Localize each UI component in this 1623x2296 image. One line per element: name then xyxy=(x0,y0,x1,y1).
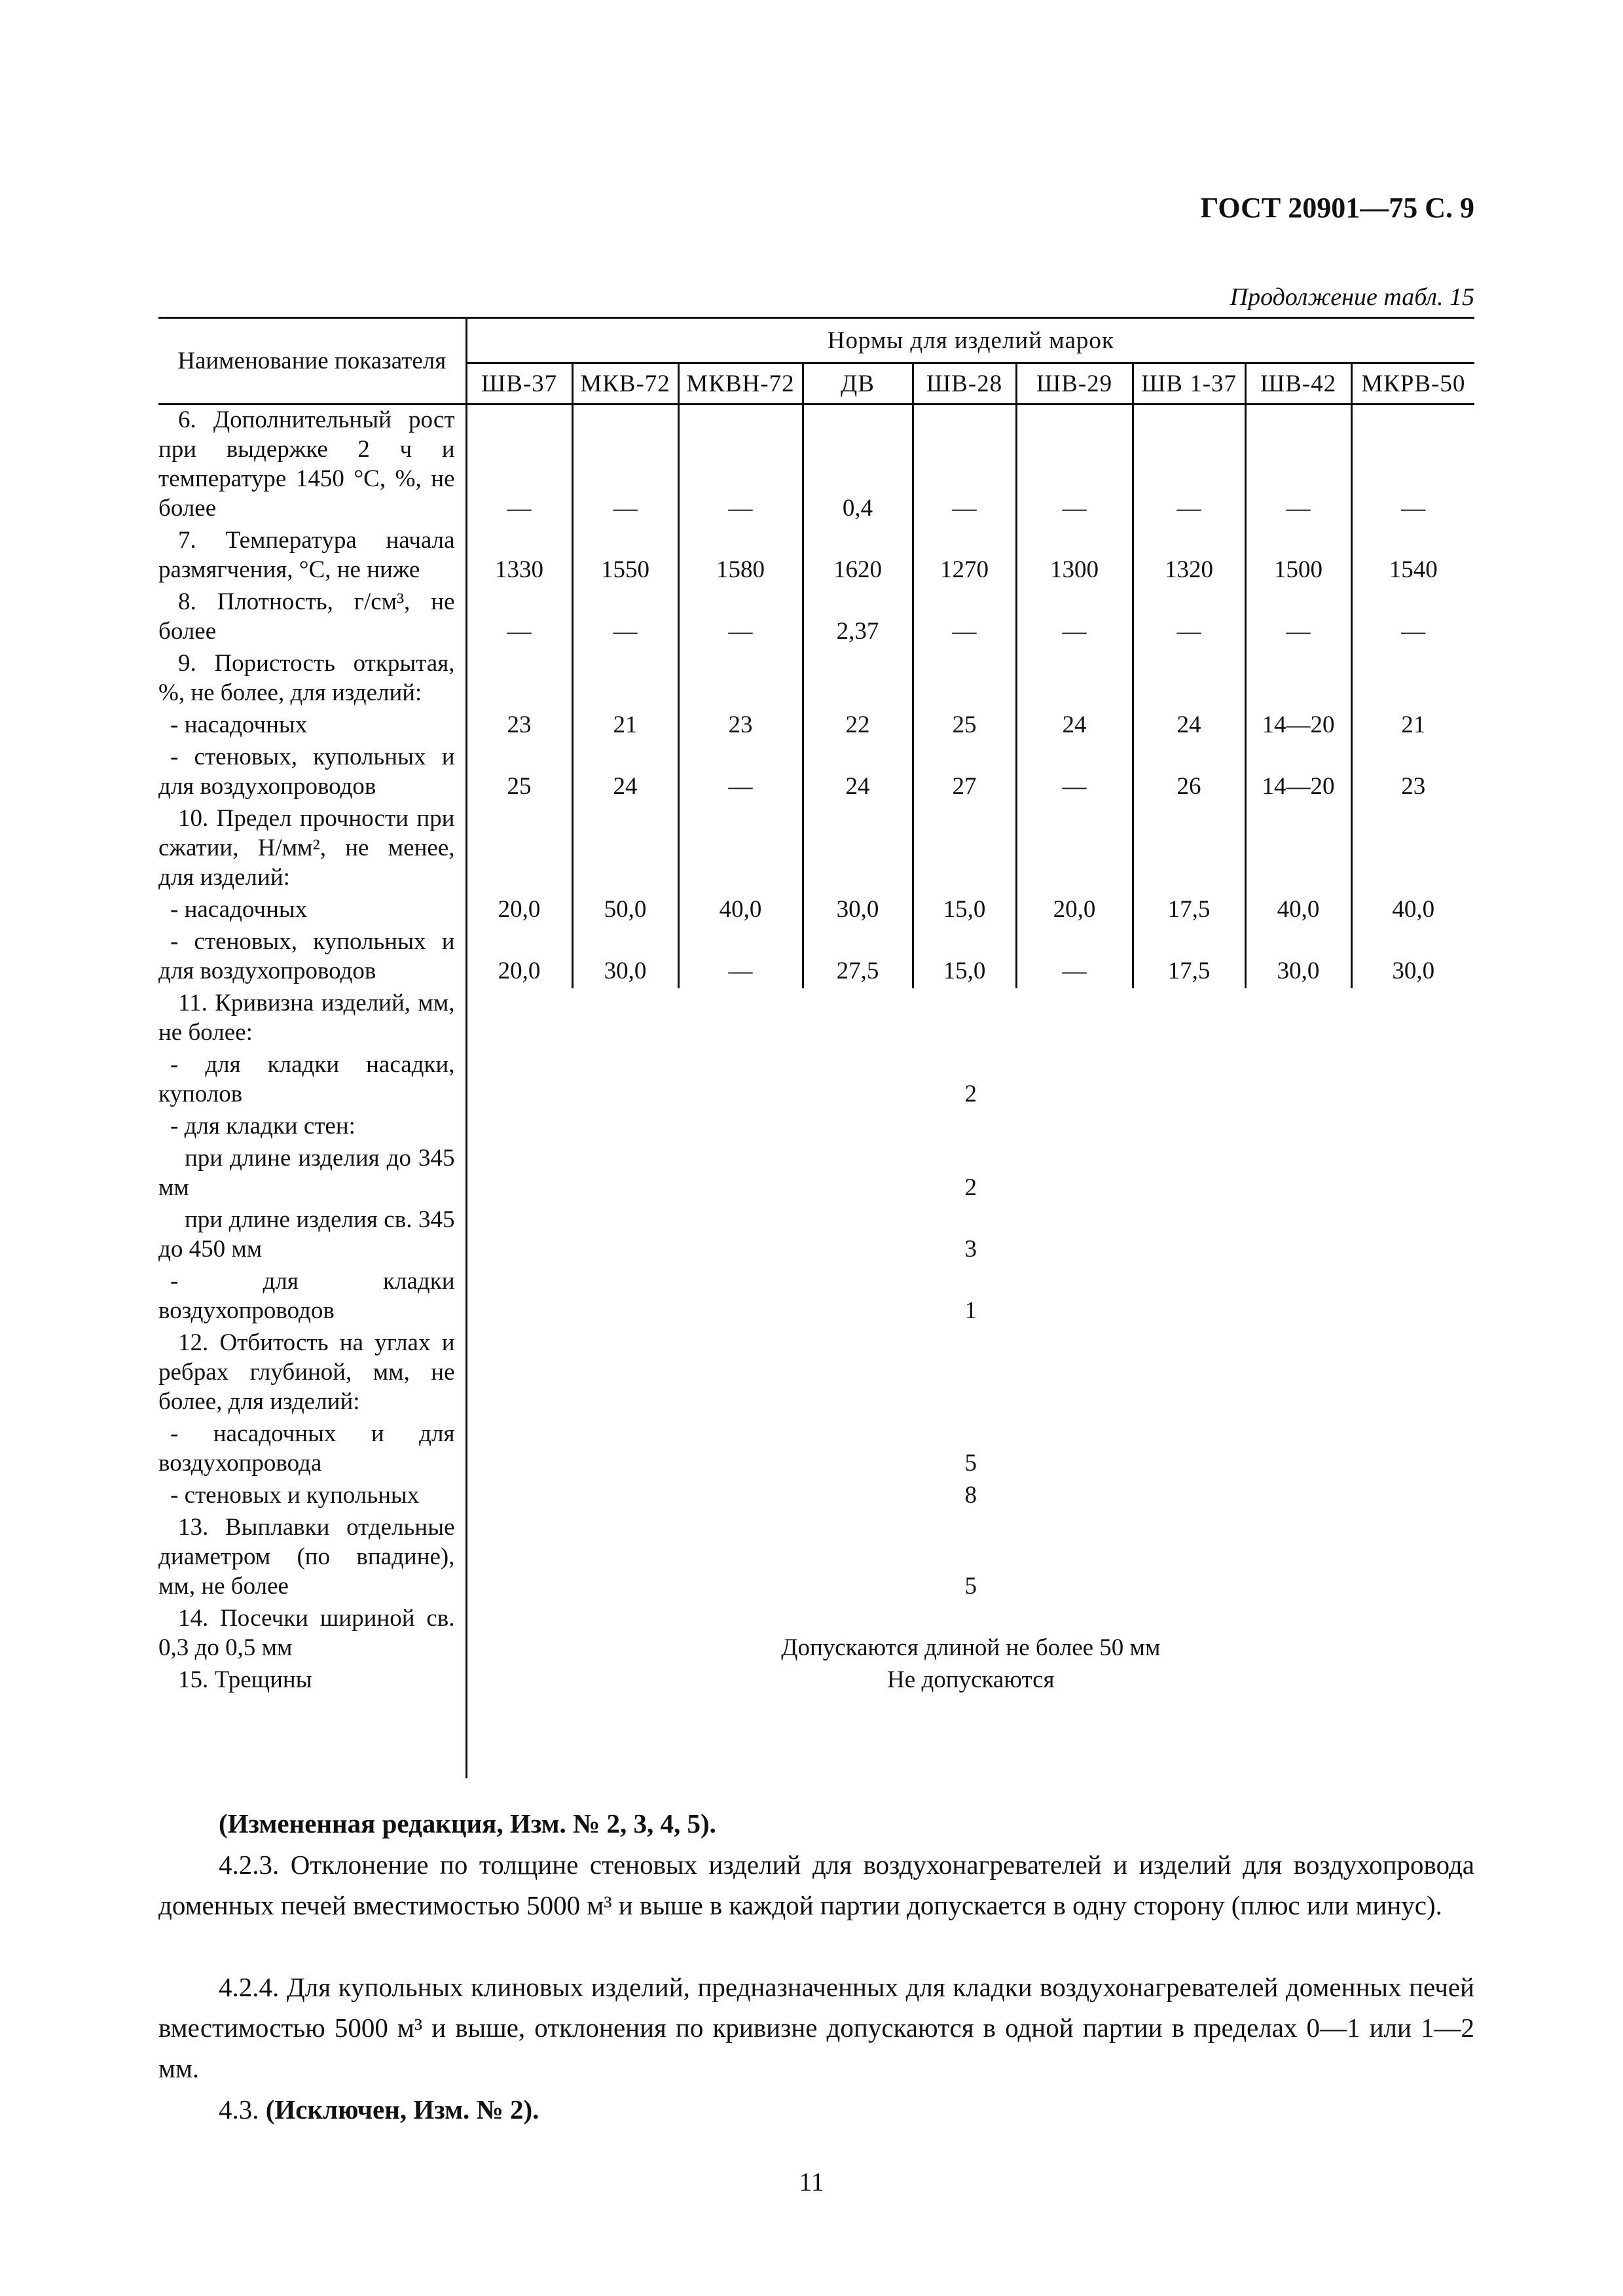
table-cell: — xyxy=(1245,587,1351,649)
table-cell: 1580 xyxy=(678,526,803,587)
table-cell: — xyxy=(466,587,572,649)
table-row xyxy=(158,988,1474,1050)
norms-group-header: Нормы для изделий марок xyxy=(466,318,1474,363)
table-cell: — xyxy=(678,587,803,649)
table-cell xyxy=(1351,649,1474,710)
spacer-cell xyxy=(466,1697,1474,1778)
table-cell: 20,0 xyxy=(466,927,572,988)
page-number: 11 xyxy=(799,2167,824,2197)
table-cell xyxy=(1133,649,1245,710)
table-cell: 40,0 xyxy=(678,895,803,927)
table-cell: 1620 xyxy=(803,526,913,587)
indicator-name: - для кладки стен: xyxy=(170,1113,356,1139)
column-header: ШВ-37 xyxy=(466,363,572,404)
column-header: ШВ 1-37 xyxy=(1133,363,1245,404)
table-cell: — xyxy=(913,587,1016,649)
table-cell: 1320 xyxy=(1133,526,1245,587)
merged-norm-cell: 2 xyxy=(964,1174,977,1201)
norms-table xyxy=(158,317,1474,1778)
indicator-name: - насадочных и для воздухопровода xyxy=(158,1420,455,1477)
revision-note xyxy=(158,1803,1474,1844)
indicator-name: 12. Отбитость на углах и ребрах глубиной, мм, не более, для изделий: xyxy=(158,1329,455,1415)
indicator-name: 6. Дополнительный рост при выдержке 2 ч и температуре 1450 °С, %, не более xyxy=(158,406,455,522)
table-cell: — xyxy=(466,404,572,526)
table-cell: 27 xyxy=(913,742,1016,804)
indicator-name: 15. Трещины xyxy=(178,1666,312,1693)
table-cell xyxy=(803,649,913,710)
table-cell: — xyxy=(1351,587,1474,649)
table-cell: — xyxy=(572,404,678,526)
table-row xyxy=(158,895,1474,927)
table-row xyxy=(158,1050,1474,1111)
table-cell xyxy=(678,649,803,710)
table-cell: — xyxy=(1016,927,1133,988)
merged-norm-cell xyxy=(466,1328,1474,1419)
indicator-name: - для кладки воздухопроводов xyxy=(158,1268,455,1324)
name-column-header: Наименование показателя xyxy=(158,318,466,404)
indicator-name: 9. Пористость открытая, %, не более, для изделий: xyxy=(158,650,455,706)
table-row xyxy=(158,649,1474,710)
table-cell: 23 xyxy=(678,710,803,742)
table-row xyxy=(158,927,1474,988)
table-row xyxy=(158,1419,1474,1480)
table-cell: 21 xyxy=(572,710,678,742)
table-cell: 25 xyxy=(466,742,572,804)
table-cell xyxy=(913,649,1016,710)
table-cell: 14—20 xyxy=(1245,710,1351,742)
table-cell xyxy=(803,804,913,895)
table-cell xyxy=(1016,804,1133,895)
table-cell: — xyxy=(678,742,803,804)
table-row xyxy=(158,404,1474,526)
table-cell xyxy=(913,804,1016,895)
table-row xyxy=(158,1604,1474,1665)
table-cell: 2,37 xyxy=(803,587,913,649)
table-cell: 30,0 xyxy=(1351,927,1474,988)
merged-norm-cell xyxy=(466,988,1474,1050)
norms-table-body xyxy=(158,404,1474,1779)
table-cell: — xyxy=(1016,404,1133,526)
table-row xyxy=(158,526,1474,587)
indicator-name: 13. Выплавки отдельные диаметром (по впадине), мм, не более xyxy=(158,1514,455,1600)
table-cell xyxy=(1245,804,1351,895)
table-cell: 23 xyxy=(1351,742,1474,804)
table-cell: — xyxy=(1133,404,1245,526)
table-cell: 0,4 xyxy=(803,404,913,526)
table-cell xyxy=(572,649,678,710)
table-row xyxy=(158,742,1474,804)
spacer-cell xyxy=(158,1697,466,1778)
table-caption: Продолжение табл. 15 xyxy=(1230,283,1474,311)
table-row xyxy=(158,587,1474,649)
table-cell: 27,5 xyxy=(803,927,913,988)
table-cell: 1300 xyxy=(1016,526,1133,587)
paragraph-4-2-3: 4.2.3. Отклонение по толщине стеновых изделий для воздухонагревателей и изделий для воздухопровода доменных печей вместимостью 5000 м³ и выше в каждой партии допускается в одну сторону (плюс или минус). xyxy=(158,1850,1474,1920)
table-cell: 24 xyxy=(1016,710,1133,742)
table-cell: 40,0 xyxy=(1351,895,1474,927)
indicator-name: 8. Плотность, г/см³, не более xyxy=(158,588,455,645)
indicator-name: - для кладки насадки, куполов xyxy=(158,1051,455,1107)
merged-norm-cell xyxy=(466,1111,1474,1143)
table-cell: 26 xyxy=(1133,742,1245,804)
indicator-name: при длине изделия до 345 мм xyxy=(158,1145,455,1201)
indicator-name: - насадочных xyxy=(170,896,308,923)
paragraph-4-2-4: 4.2.4. Для купольных клиновых изделий, предназначенных для кладки воздухонагревателей доменных печей вместимостью 5000 м³ и выше, отклонения по кривизне допускаются в одной партии в пределах 0—1 или 1—2 мм. xyxy=(158,1972,1474,2083)
indicator-name: - стеновых и купольных xyxy=(170,1482,420,1509)
merged-norm-cell: 8 xyxy=(964,1482,977,1509)
paragraph-4-3-excluded: (Исключен, Изм. № 2). xyxy=(265,2094,539,2125)
merged-norm-cell: 2 xyxy=(964,1081,977,1107)
table-row xyxy=(158,1266,1474,1328)
table-row xyxy=(158,1205,1474,1266)
column-header: ШВ-42 xyxy=(1245,363,1351,404)
indicator-name: при длине изделия св. 345 до 450 мм xyxy=(158,1206,455,1263)
table-cell xyxy=(1245,649,1351,710)
table-cell: — xyxy=(913,404,1016,526)
table-cell: 50,0 xyxy=(572,895,678,927)
table-cell: — xyxy=(1016,742,1133,804)
table-row xyxy=(158,1513,1474,1604)
table-cell: 40,0 xyxy=(1245,895,1351,927)
table-row xyxy=(158,1480,1474,1513)
indicator-name: 11. Кривизна изделий, мм, не более: xyxy=(158,990,455,1046)
table-cell: — xyxy=(1351,404,1474,526)
table-cell: 17,5 xyxy=(1133,895,1245,927)
paragraph-4-3 xyxy=(158,2089,1474,2130)
column-header: ШВ-28 xyxy=(913,363,1016,404)
merged-norm-cell: 1 xyxy=(964,1297,977,1324)
table-cell: 21 xyxy=(1351,710,1474,742)
table-cell: 20,0 xyxy=(466,895,572,927)
table-cell: 30,0 xyxy=(803,895,913,927)
table-cell: — xyxy=(678,404,803,526)
table-cell: — xyxy=(678,927,803,988)
table-cell: 15,0 xyxy=(913,927,1016,988)
table-cell: 24 xyxy=(803,742,913,804)
table-row xyxy=(158,1111,1474,1143)
merged-norm-cell: 5 xyxy=(964,1450,977,1477)
table-row xyxy=(158,804,1474,895)
merged-norm-cell: 3 xyxy=(964,1236,977,1263)
document-header: ГОСТ 20901—75 С. 9 xyxy=(1200,192,1474,224)
paragraph-4-3-number: 4.3. xyxy=(219,2094,266,2125)
table-row xyxy=(158,1328,1474,1419)
table-cell: 1270 xyxy=(913,526,1016,587)
indicator-name: - стеновых, купольных и для воздухопроводов xyxy=(158,744,455,800)
table-cell: 1540 xyxy=(1351,526,1474,587)
column-header: МКВН-72 xyxy=(678,363,803,404)
table-cell: 22 xyxy=(803,710,913,742)
merged-norm-cell: Не допускаются xyxy=(887,1666,1055,1693)
table-cell: 24 xyxy=(1133,710,1245,742)
table-cell: 30,0 xyxy=(572,927,678,988)
column-header: МКРВ-50 xyxy=(1351,363,1474,404)
table-cell: 30,0 xyxy=(1245,927,1351,988)
merged-norm-cell: Допускаются длиной не более 50 мм xyxy=(781,1634,1161,1661)
table-cell: — xyxy=(1245,404,1351,526)
table-cell: — xyxy=(1133,587,1245,649)
indicator-name: 7. Температура начала размягчения, °С, не ниже xyxy=(158,527,455,583)
table-cell: 14—20 xyxy=(1245,742,1351,804)
indicator-name: - стеновых, купольных и для воздухопроводов xyxy=(158,928,455,984)
table-cell: 17,5 xyxy=(1133,927,1245,988)
table-row xyxy=(158,1143,1474,1205)
revision-note-text: (Измененная редакция, Изм. № 2, 3, 4, 5). xyxy=(219,1808,716,1839)
table-cell: 1330 xyxy=(466,526,572,587)
table-cell: 1550 xyxy=(572,526,678,587)
indicator-name: 10. Предел прочности при сжатии, Н/мм², не менее, для изделий: xyxy=(158,805,455,891)
table-cell: 15,0 xyxy=(913,895,1016,927)
table-cell xyxy=(1133,804,1245,895)
indicator-name: - насадочных xyxy=(170,711,308,738)
table-cell xyxy=(678,804,803,895)
table-cell xyxy=(1016,649,1133,710)
merged-norm-cell: 5 xyxy=(964,1573,977,1600)
table-row xyxy=(158,710,1474,742)
table-cell: — xyxy=(572,587,678,649)
table-row xyxy=(158,1665,1474,1697)
table-spacer-row xyxy=(158,1697,1474,1778)
column-header: МКВ-72 xyxy=(572,363,678,404)
table-cell xyxy=(1351,804,1474,895)
table-cell xyxy=(466,649,572,710)
column-header: ДВ xyxy=(803,363,913,404)
table-cell: — xyxy=(1016,587,1133,649)
table-cell: 20,0 xyxy=(1016,895,1133,927)
table-cell: 24 xyxy=(572,742,678,804)
column-header: ШВ-29 xyxy=(1016,363,1133,404)
table-cell xyxy=(572,804,678,895)
table-cell: 23 xyxy=(466,710,572,742)
indicator-name: 14. Посечки шириной св. 0,3 до 0,5 мм xyxy=(158,1605,455,1661)
table-cell: 25 xyxy=(913,710,1016,742)
table-cell: 1500 xyxy=(1245,526,1351,587)
table-cell xyxy=(466,804,572,895)
